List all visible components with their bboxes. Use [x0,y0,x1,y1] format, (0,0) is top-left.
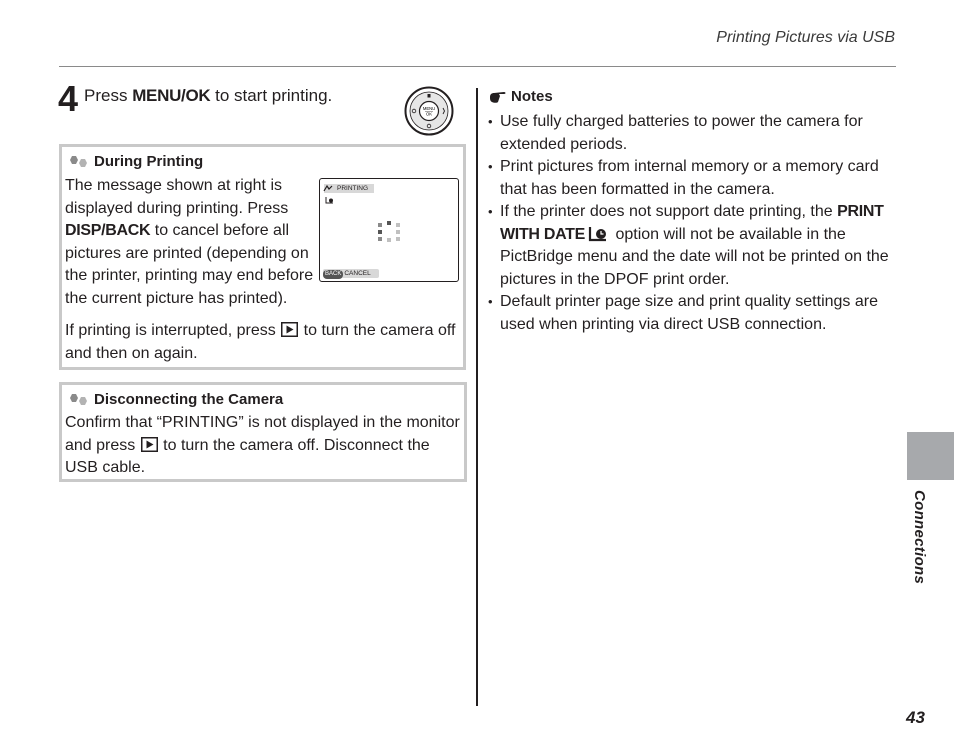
header-rule [59,66,896,67]
notes-list [488,111,898,336]
p1-text-1: The message shown at right is displayed during printing. Press [65,177,289,217]
note-3-text-2: option will not be available in the PictBridge menu and the date will not be printed on the pictures in the DPOF print order. [500,225,889,288]
during-printing-box [59,144,466,370]
during-printing-paragraph-1 [65,175,315,310]
back-label: BACK [325,271,342,277]
during-printing-heading [68,153,203,170]
note-item [488,201,898,291]
p2-text-2: to turn the camera off and then on again. [65,322,456,362]
section-label: Connections [911,490,928,585]
disconnecting-title: Disconnecting the Camera [94,391,284,408]
page-number: 43 [906,708,925,727]
playback-button-icon [281,322,298,337]
step-instruction [84,86,332,106]
note-3-text-1: If the printer does not support date printing, the [500,203,838,220]
during-printing-paragraph-2 [65,320,463,365]
disconnecting-paragraph [65,412,463,480]
note-item: • Print pictures from internal memory or a memory card that has been formatted in the camera. [488,156,898,201]
print-date-icon [325,196,334,204]
disp-back-keyword: DISP/BACK [65,222,151,239]
printing-label: PRINTING [337,185,369,192]
disconnecting-box [59,382,467,482]
notes-title: Notes [511,88,553,105]
menu-ok-keyword: MENU/OK [132,86,211,105]
p2-text-1: If printing is interrupted, press [65,322,281,339]
note-item: • Use fully charged batteries to power the camera for extended periods. [488,111,898,156]
disc-text-2: to turn the camera off. Disconnect the USB cable. [65,436,430,476]
cancel-hint [323,269,379,278]
note-item: • Default printer page size and print quality settings are used when printing via direct USB connection. [488,291,898,336]
dial-ok-text: OK [425,111,433,117]
tip-icon [68,393,90,407]
print-date-icon [587,225,609,242]
during-printing-title: During Printing [94,153,204,170]
print-with-date-keyword: PRINT WITH DATE [500,203,884,243]
p1-text-2: to cancel before all pictures are printed (depending on the printer, printing may end before the current picture has printed). [65,222,314,307]
step-number: 4 [58,78,79,119]
playback-button-icon [141,437,158,452]
disc-text-1: Confirm that “PRINTING” is not displayed in the monitor and press [65,414,460,454]
running-header: Printing Pictures via USB [716,29,895,46]
pointing-hand-icon [489,90,507,104]
selector-dial-icon [404,86,454,136]
disconnecting-heading [68,391,283,408]
printing-screen-illustration [319,178,459,282]
busy-indicator-icon [378,221,402,243]
dial-menu-text: MENU [422,106,436,111]
step-text-before: Press [84,86,133,105]
cancel-label: CANCEL [344,270,371,277]
section-tab [907,432,954,480]
tip-icon [68,155,90,169]
step-text-after: to start printing. [210,86,333,105]
pictbridge-icon [323,185,333,192]
column-divider [476,88,478,706]
notes-heading [489,88,553,105]
